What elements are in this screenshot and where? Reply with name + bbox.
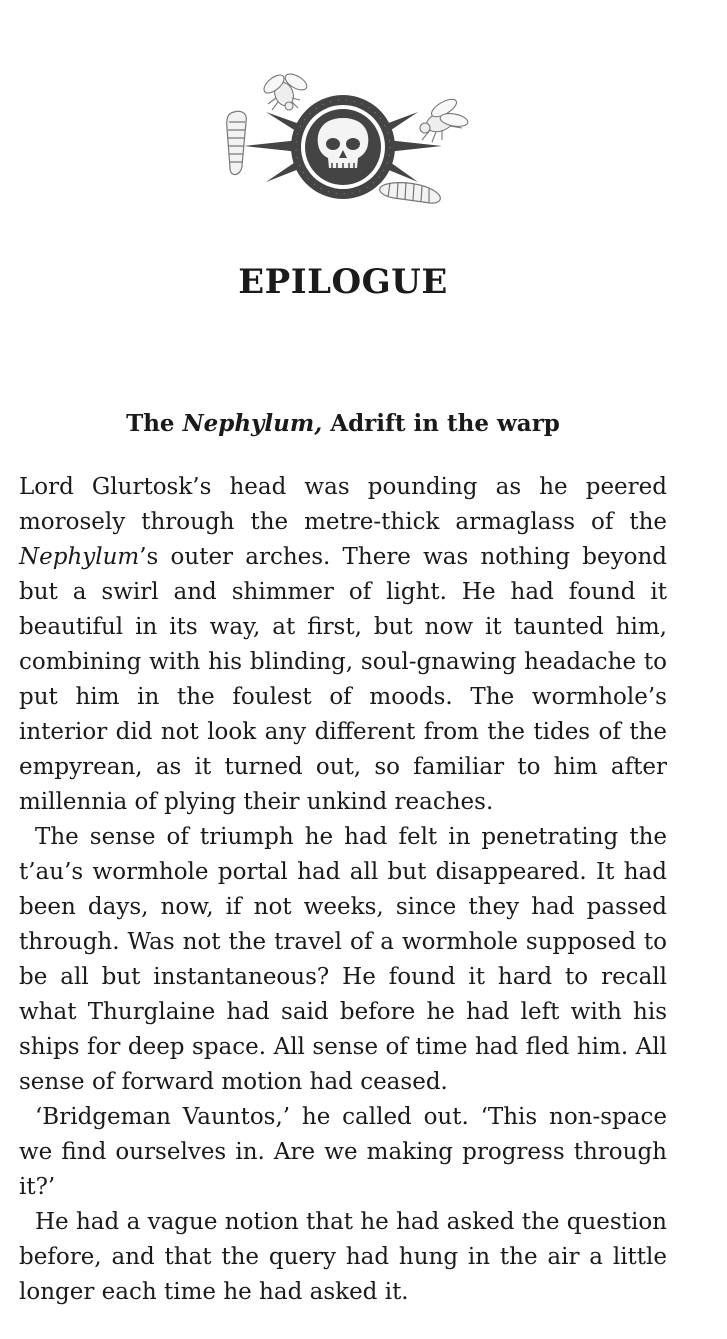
larva-icon xyxy=(380,182,441,203)
paragraph: He had a vague notion that he had asked the question before, and that the query had hung in the air a little longer each time he had asked it. xyxy=(19,1209,667,1305)
fly-icon xyxy=(261,71,309,110)
fly-icon xyxy=(420,96,469,142)
subtitle-ship-name: Nephylum, xyxy=(182,410,323,437)
ship-name: Nephylum xyxy=(19,544,140,570)
paragraph-text: Lord Glurtosk’s head was pounding as he peered morosely through the metre-thick armaglass of the xyxy=(19,474,667,535)
paragraph: The sense of triumph he had felt in penetrating the t’au’s wormhole portal had all but disappeared. It had been days, now, if not weeks, since they had passed through. Was not the travel of a wormhole supposed to be all but instantaneous? He found it hard to recall what Thurglaine had said before he had left with his ships for deep space. All sense of time had fled him. All sense of forward motion had ceased. xyxy=(19,824,667,1095)
subtitle-prefix: The xyxy=(126,410,183,437)
larva-icon xyxy=(227,111,247,174)
paragraph-text: ’s outer arches. There was nothing beyond but a swirl and shimmer of light. He had found it beautiful in its way, at first, but now it taunted him, combining with his blinding, soul-gnawing headache to put him in the foulest of moods. The wormhole’s interior did not look any different from the tides of the empyrean, as it turned out, so familiar to him after millennia of plying their unkind reaches. xyxy=(19,544,667,815)
paragraph xyxy=(19,470,667,820)
subtitle-suffix: Adrift in the warp xyxy=(322,410,560,437)
skull-emblem-icon xyxy=(222,70,472,210)
paragraph: ‘Bridgeman Vauntos,’ he called out. ‘This non-space we find ourselves in. Are we making progress through it?’ xyxy=(19,1104,667,1200)
chapter-title: EPILOGUE xyxy=(238,262,448,302)
chapter-subtitle xyxy=(0,410,686,437)
body-text xyxy=(19,470,667,1310)
